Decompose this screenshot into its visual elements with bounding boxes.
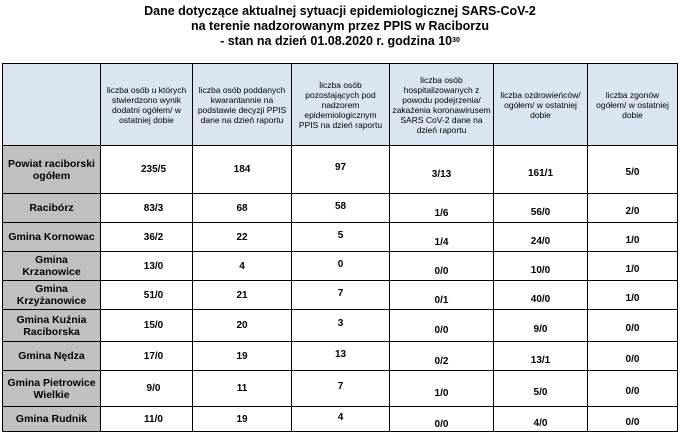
table-row [3,310,678,342]
table-cell [292,310,390,342]
table-row [3,407,678,432]
table-cell [101,194,193,223]
table-cell [588,194,678,223]
table-cell [588,146,678,194]
row-header: Powiat raciborski ogółem [3,146,101,194]
table-cell [390,407,494,432]
cell-value: 83/3 [143,202,164,214]
table-cell [292,407,390,432]
header-row [3,64,678,146]
cell-value: 4/0 [533,417,548,429]
cell-value: 0/0 [625,416,640,428]
cell-value: 2/0 [625,205,640,217]
cell-value: 0/1 [434,294,449,306]
cell-value: 19 [236,413,248,425]
cell-value: 161/1 [527,168,554,179]
table-cell [588,310,678,342]
column-header: liczba osób u których stwierdzono wynik dodatni ogółem/ w ostatniej dobie [101,64,193,146]
table-cell [588,371,678,407]
table-cell [390,342,494,371]
table-cell [494,342,588,371]
table-cell [101,223,193,252]
title-line-3-text: - stan na dzień 01.08.2020 r. godzina 10 [220,34,453,48]
cell-value: 13/1 [530,354,551,366]
table-cell [494,310,588,342]
table-cell [292,223,390,252]
row-header: Gmina Rudnik [3,407,101,432]
column-header: liczba ozdrowieńców/ ogółem/ w ostatniej dobie [494,64,588,146]
title-line-1: Dane dotyczące aktualnej sytuacji epidemiologicznej SARS-CoV-2 [144,4,536,18]
table-cell [494,281,588,310]
cell-value: 4 [337,411,344,423]
cell-value: 1/4 [434,236,449,248]
row-header: Gmina Nędza [3,342,101,371]
cell-value: 11 [236,383,248,394]
table-cell [193,310,292,342]
table-cell [292,281,390,310]
cell-value: 58 [334,200,347,212]
cell-value: 0/0 [434,265,449,277]
cell-value: 97 [334,162,347,173]
cell-value: 9/0 [146,383,161,394]
cell-value: 7 [337,287,344,299]
row-header: Gmina Kornowac [3,223,101,252]
cell-value: 19 [236,350,248,362]
cell-value: 1/0 [434,388,449,399]
cell-value: 15/0 [143,320,164,331]
table-cell [292,342,390,371]
cell-value: 184 [233,164,251,175]
table-cell [193,223,292,252]
cell-value: 21 [236,289,248,301]
cell-value: 3/13 [431,169,452,180]
cell-value: 5 [337,229,344,241]
table-cell [494,146,588,194]
table-cell [193,281,292,310]
cell-value: 36/2 [143,231,164,243]
table-cell [390,223,494,252]
cell-value: 22 [236,231,248,243]
table-cell [193,194,292,223]
cell-value: 10/0 [530,264,551,276]
cell-value: 7 [337,381,344,392]
row-header: Gmina Kuźnia Raciborska [3,310,101,342]
table-cell [390,146,494,194]
cell-value: 0/0 [625,386,640,397]
row-header: Gmina Pietrowice Wielkie [3,371,101,407]
table-row [3,371,678,407]
table-cell [588,252,678,281]
table-cell [390,281,494,310]
table-cell [292,146,390,194]
table-cell [588,407,678,432]
corner-cell [3,64,101,146]
table-cell [101,146,193,194]
title-line-2: na terenie nadzorowanym przez PPIS w Raciborzu [191,19,489,33]
table-row [3,146,678,194]
epidemiology-table [2,63,678,432]
table-row [3,342,678,371]
table-cell [292,194,390,223]
table-row [3,194,678,223]
table-cell [390,371,494,407]
column-header: liczba zgonów ogółem/ w ostatniej dobie [588,64,678,146]
table-cell [193,146,292,194]
column-header: liczba osób pozostających pod nadzorem epidemiologicznym PPIS na dzień raportu [292,64,390,146]
cell-value: 0/0 [434,418,449,430]
cell-value: 56/0 [530,206,551,218]
cell-value: 4 [239,260,245,272]
table-cell [101,281,193,310]
title-line-3 [0,34,680,49]
table-cell [494,194,588,223]
table-cell [101,310,193,342]
title-hour-superscript: 30 [452,37,460,44]
table-cell [193,371,292,407]
table-cell [193,252,292,281]
cell-value: 13/0 [143,260,164,272]
table-cell [101,252,193,281]
table-cell [390,252,494,281]
cell-value: 1/0 [625,234,640,246]
cell-value: 3 [337,318,344,329]
cell-value: 68 [236,202,248,214]
cell-value: 1/6 [434,207,449,219]
table-cell [588,342,678,371]
cell-value: 0/0 [625,323,640,334]
table-row [3,281,678,310]
cell-value: 1/0 [625,292,640,304]
cell-value: 9/0 [533,324,548,335]
table-row [3,223,678,252]
cell-value: 51/0 [143,289,164,301]
cell-value: 40/0 [530,293,551,305]
report-title [0,4,680,49]
table-cell [588,281,678,310]
row-header: Gmina Krzanowice [3,252,101,281]
table-cell [101,342,193,371]
table-cell [494,371,588,407]
column-header: liczba osób hospitalizowanych z powodu podejrzenia/ zakażenia koronawirusem SARS CoV-2 dane na dzień raportu [390,64,494,146]
cell-value: 235/5 [140,164,167,175]
cell-value: 5/0 [533,387,548,398]
table-cell [494,223,588,252]
table-cell [292,371,390,407]
table-cell [193,407,292,432]
cell-value: 0/0 [434,325,449,336]
cell-value: 0/0 [625,353,640,365]
table-cell [390,194,494,223]
cell-value: 0/2 [434,355,449,367]
row-header: Gmina Krzyżanowice [3,281,101,310]
table-row [3,252,678,281]
column-header: liczba osób poddanych kwarantannie na podstawie decyzji PPIS dane na dzień raportu [193,64,292,146]
table-cell [494,407,588,432]
table-cell [390,310,494,342]
cell-value: 13 [334,348,347,360]
table-cell [494,252,588,281]
cell-value: 20 [236,320,248,331]
row-header: Racibórz [3,194,101,223]
table-cell [292,252,390,281]
table-cell [588,223,678,252]
cell-value: 1/0 [625,263,640,275]
cell-value: 0 [337,258,344,270]
cell-value: 24/0 [530,235,551,247]
cell-value: 11/0 [144,413,163,425]
cell-value: 5/0 [625,167,640,178]
table-cell [193,342,292,371]
table-cell [101,407,193,432]
table-cell [101,371,193,407]
cell-value: 17/0 [143,350,164,362]
